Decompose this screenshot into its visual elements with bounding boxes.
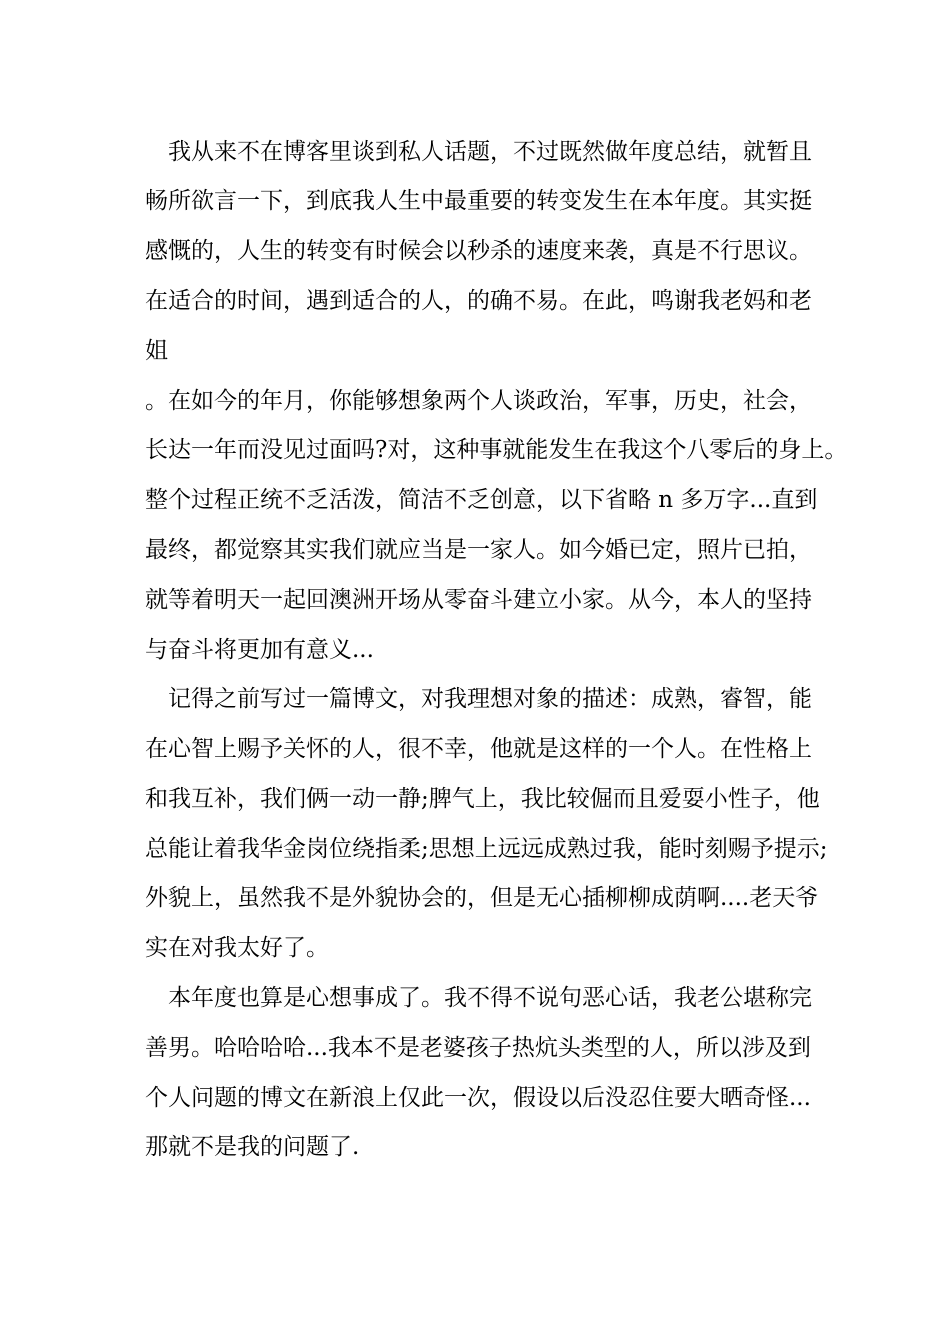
paragraph-2-line-2: 长达一年而没见过面吗?对，这种事就能发生在我这个八零后的身上。 bbox=[145, 437, 848, 463]
paragraph-2-line-6: 与奋斗将更加有意义... bbox=[145, 637, 374, 663]
paragraph-1-line-5: 姐 bbox=[145, 338, 168, 364]
paragraph-1-line-3: 感慨的，人生的转变有时候会以秒杀的速度来袭，真是不行思议。 bbox=[145, 238, 812, 264]
paragraph-3-line-4: 总能让着我华金岗位绕指柔;思想上远远成熟过我，能时刻赐予提示; bbox=[145, 836, 828, 862]
paragraph-3-line-3: 和我互补，我们俩一动一静;脾气上，我比较倔而且爱耍小性子，他 bbox=[145, 786, 820, 812]
paragraph-2-line-5: 就等着明天一起回澳洲开场从零奋斗建立小家。从今，本人的坚持 bbox=[145, 587, 812, 613]
paragraph-4-line-4: 那就不是我的问题了. bbox=[145, 1134, 360, 1160]
paragraph-3-line-6: 实在对我太好了。 bbox=[145, 935, 329, 961]
paragraph-1-line-2: 畅所欲言一下，到底我人生中最重要的转变发生在本年度。其实挺 bbox=[145, 188, 812, 214]
paragraph-3-line-2: 在心智上赐予关怀的人，很不幸，他就是这样的一个人。在性格上 bbox=[145, 736, 812, 762]
paragraph-4-line-1: 本年度也算是心想事成了。我不得不说句恶心话，我老公堪称完 bbox=[168, 985, 812, 1011]
paragraph-4-line-2: 善男。哈哈哈哈...我本不是老婆孩子热炕头类型的人，所以涉及到 bbox=[145, 1035, 811, 1061]
paragraph-4-line-3: 个人问题的博文在新浪上仅此一次，假设以后没忍住要大晒奇怪... bbox=[145, 1085, 811, 1111]
paragraph-3-line-1: 记得之前写过一篇博文，对我理想对象的描述：成熟，睿智，能 bbox=[168, 686, 812, 712]
paragraph-3-line-5: 外貌上，虽然我不是外貌协会的，但是无心插柳柳成荫啊....老天爷 bbox=[145, 885, 819, 911]
paragraph-2-line-4: 最终，都觉察其实我们就应当是一家人。如今婚已定，照片已拍， bbox=[145, 537, 812, 563]
paragraph-2-line-3: 整个过程正统不乏活泼，简洁不乏创意，以下省略 n 多万字...直到 bbox=[145, 487, 818, 513]
paragraph-2-line-1: 。在如今的年月，你能够想象两个人谈政治，军事，历史，社会， bbox=[145, 388, 812, 414]
paragraph-1-line-4: 在适合的时间，遇到适合的人，的确不易。在此，鸣谢我老妈和老 bbox=[145, 288, 812, 314]
paragraph-1-line-1: 我从来不在博客里谈到私人话题，不过既然做年度总结，就暂且 bbox=[168, 139, 812, 165]
